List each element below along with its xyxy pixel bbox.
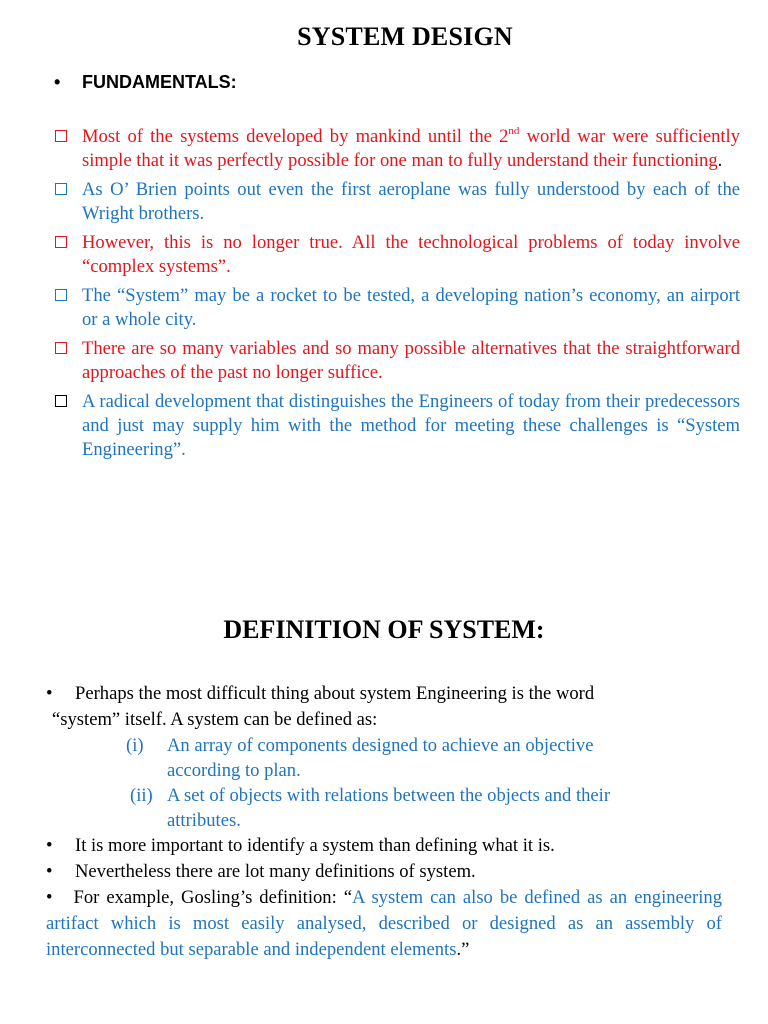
definition-point [46, 859, 722, 885]
list-item [54, 125, 740, 173]
point-text: Nevertheless there are lot many definitions of system. [75, 861, 476, 882]
checkbox-bullet-icon [55, 395, 67, 407]
definition-point [46, 833, 722, 859]
checkbox-bullet-icon [55, 236, 67, 248]
subpoint-number: (i) [126, 735, 144, 756]
definition-subpoint [46, 783, 722, 833]
bullet-dot: • [46, 861, 53, 882]
list-item [54, 284, 740, 332]
definition-intro-line1: Perhaps the most difficult thing about system Engineering is the word [75, 683, 595, 704]
list-item [54, 390, 740, 462]
list-item [54, 178, 740, 226]
definition-body [46, 681, 722, 963]
checkbox-bullet-icon [55, 130, 67, 142]
definition-subpoint [46, 733, 722, 783]
definition-example [46, 885, 722, 963]
definition-point [46, 681, 722, 707]
bullet-dot: • [46, 887, 53, 908]
page-title: SYSTEM DESIGN [297, 22, 513, 51]
point-text: It is more important to identify a system than defining what it is. [75, 835, 555, 856]
subpoint-line2: according to plan. [167, 760, 301, 781]
definition-heading: DEFINITION OF SYSTEM: [223, 615, 545, 644]
item-text: The “System” may be a rocket to be tested, a developing nation’s economy, an airport or a whole city. [82, 285, 740, 330]
bullet-dot: • [46, 683, 53, 704]
subpoint-line1: An array of components designed to achieve an objective [167, 735, 594, 756]
fundamentals-list [54, 125, 740, 467]
subpoint-number: (ii) [130, 785, 153, 806]
checkbox-bullet-icon [55, 289, 67, 301]
item-text-cont: world war were sufficiently simple that it was perfectly possible for one man to fully understand their functioning [82, 126, 740, 171]
fundamentals-heading [54, 72, 237, 93]
subpoint-line1: A set of objects with relations between the objects and their [167, 785, 611, 806]
list-item [54, 231, 740, 279]
list-item [54, 337, 740, 385]
example-intro: For example, Gosling’s definition: “ [73, 887, 353, 908]
bullet-dot: • [54, 72, 61, 92]
subpoint-line2: attributes. [167, 810, 241, 831]
fundamentals-label: FUNDAMENTALS: [82, 72, 237, 92]
example-end: .” [456, 939, 470, 960]
bullet-dot: • [46, 835, 53, 856]
item-text: As O’ Brien points out even the first aeroplane was fully understood by each of the Wright brothers. [82, 179, 740, 224]
checkbox-bullet-icon [55, 183, 67, 195]
item-text: Most of the systems developed by mankind until the 2 [82, 126, 509, 147]
definition-intro-line2: “system” itself. A system can be defined as: [52, 709, 378, 730]
item-text: There are so many variables and so many possible alternatives that the straightforward approaches of the past no longer suffice. [82, 338, 740, 383]
example-quote: A system can also be defined as an engineering artifact which is most easily analysed, described or designed as an assembly of interconnected but separable and independent elements [46, 887, 722, 960]
checkbox-bullet-icon [55, 342, 67, 354]
item-text: However, this is no longer true. All the technological problems of today involve “complex systems”. [82, 232, 740, 277]
ordinal-superscript: nd [508, 125, 520, 137]
item-period: . [717, 150, 723, 171]
item-text: A radical development that distinguishes the Engineers of today from their predecessors and just may supply him with the method for meeting these challenges is “System Engineering”. [82, 391, 740, 460]
